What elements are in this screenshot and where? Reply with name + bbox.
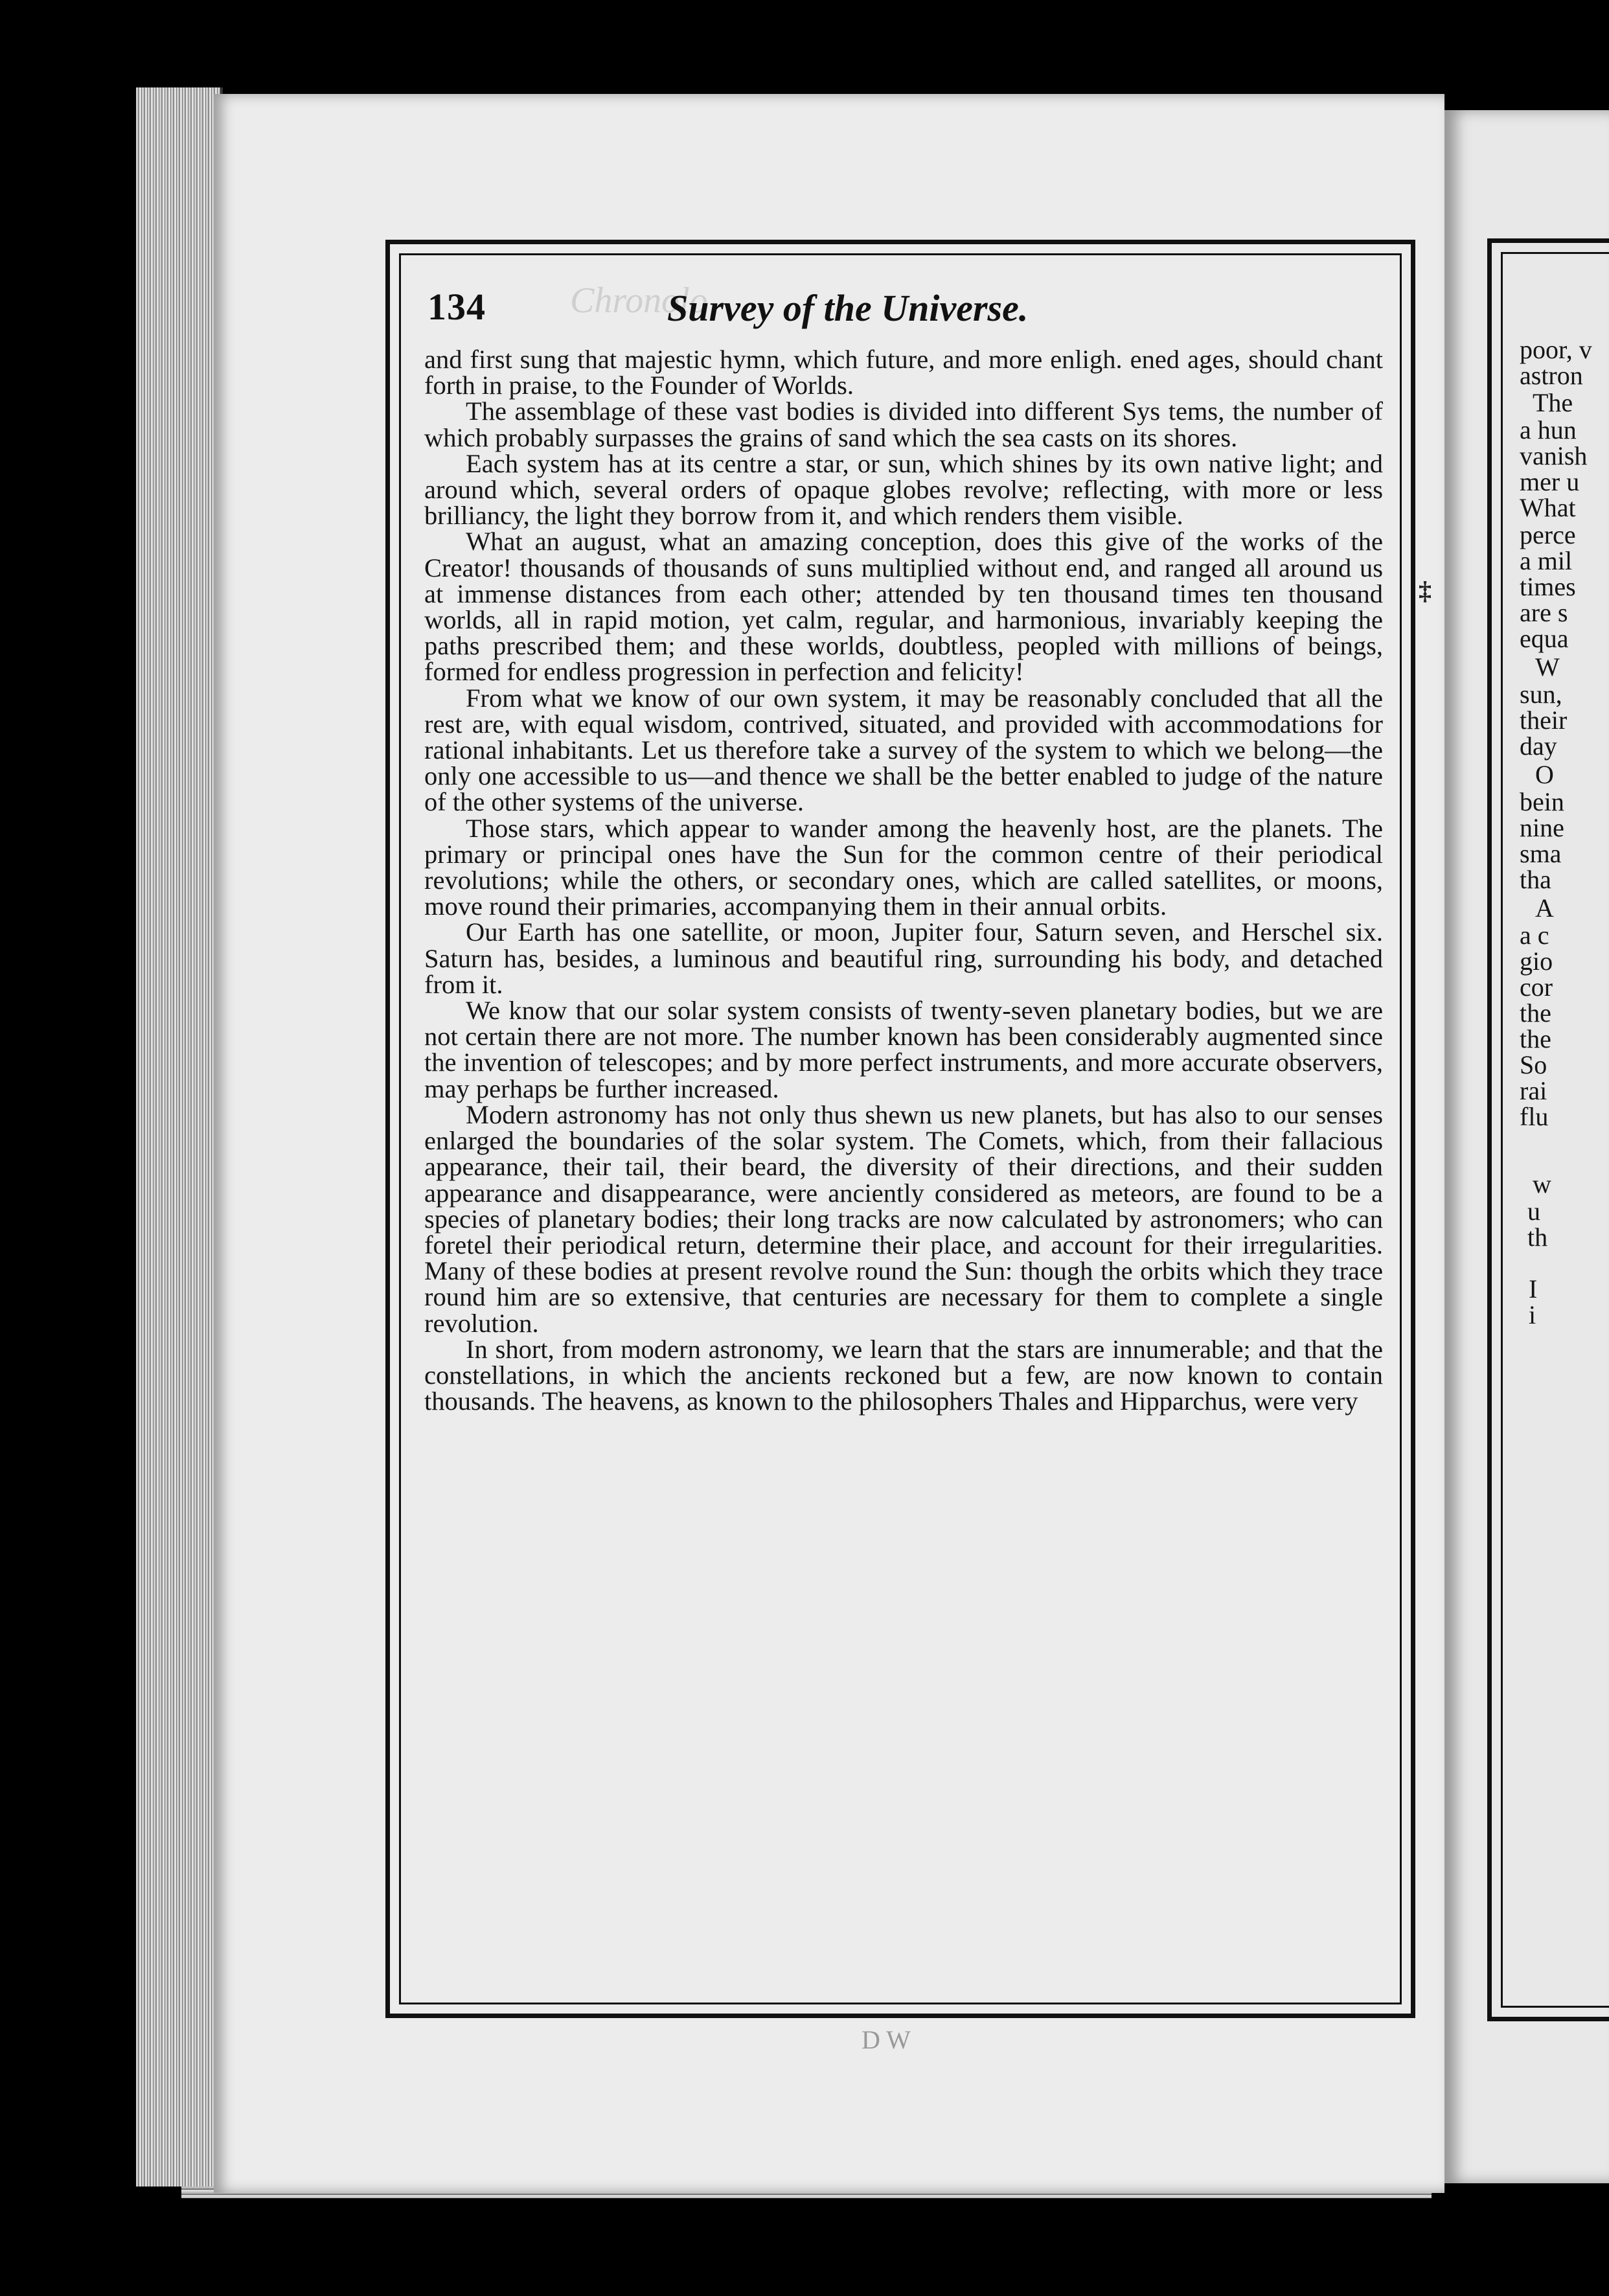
right-fragment: nine bbox=[1520, 813, 1564, 842]
right-fragment: poor, v bbox=[1520, 337, 1592, 364]
right-fragment: day bbox=[1520, 731, 1557, 761]
right-fragment: flu bbox=[1520, 1102, 1549, 1131]
right-fragment: the bbox=[1520, 998, 1551, 1027]
body-text bbox=[424, 347, 1383, 1414]
bottom-show-through: D W bbox=[862, 2025, 911, 2054]
right-fragment: th bbox=[1527, 1223, 1548, 1252]
right-fragment: O bbox=[1535, 760, 1554, 789]
right-fragment: a hun bbox=[1520, 415, 1577, 444]
right-fragment: w bbox=[1533, 1169, 1551, 1199]
right-fragment: What bbox=[1520, 493, 1576, 522]
right-fragment: astron bbox=[1520, 361, 1583, 390]
right-fragment: i bbox=[1529, 1300, 1536, 1329]
right-fragment: are s bbox=[1520, 598, 1568, 627]
paragraph: and first sung that majestic hymn, which future, and more enligh. ened ages, should chant forth in praise, to the Founder of Worlds. bbox=[424, 345, 1383, 400]
right-fragment: perce bbox=[1520, 520, 1576, 549]
paragraph: Modern astronomy has not only thus shewn us new planets, but has also to our senses enlarged the boundaries of the solar system. The Comets, which, from their fallacious appearance, their tail, their beard, the diversity of their directions, and their sudden appearance and disappearance, were anciently considered as meteors, are found to be a species of planetary bodies; their long tracks are now calculated by astronomers; who can foretel their periodical return, determine their place, and account for their irregularities. Many of these bodies at present revolve round the Sun: though the orbits which they trace round him are so extensive, that centuries are necessary for them to complete a single revolution. bbox=[424, 1099, 1383, 1338]
paragraph: Those stars, which appear to wander among the heavenly host, are the planets. The primary or principal ones have the Sun for the common centre of their periodical revolutions; while the others, or secondary ones, which are called satellites, or moons, move round their primaries, accompanying them in their annual orbits. bbox=[424, 813, 1383, 921]
right-fragment: times bbox=[1520, 572, 1576, 601]
paragraph: In short, from modern astronomy, we learn that the stars are innumerable; and that the constellations, in which the ancients reckoned but a few, are now known to contain thousands. The heavens, as known to the philosophers Thales and Hipparchus, were very bbox=[424, 1334, 1383, 1416]
right-fragment: vanish bbox=[1520, 441, 1588, 470]
page-edges-left bbox=[136, 87, 223, 2187]
right-fragment: cor bbox=[1520, 972, 1553, 1002]
right-page-text bbox=[1520, 337, 1609, 1995]
margin-mark: ‡ bbox=[1419, 576, 1432, 605]
right-fragment: sma bbox=[1520, 839, 1562, 868]
paragraph: We know that our solar system consists of twenty-seven planetary bodies, but we are not certain there are not more. The number known has been considerably augmented since the invention of telescopes; and by more perfect instruments, and more accurate observers, may perhaps be further increased. bbox=[424, 996, 1383, 1103]
right-fragment: u bbox=[1527, 1197, 1540, 1226]
right-fragment: I bbox=[1529, 1274, 1538, 1303]
right-fragment: So bbox=[1520, 1050, 1547, 1079]
right-fragment: a c bbox=[1520, 921, 1549, 950]
right-fragment: tha bbox=[1520, 865, 1551, 894]
right-fragment: A bbox=[1535, 893, 1554, 923]
right-fragment: mer u bbox=[1520, 467, 1580, 496]
show-through-text: Chronolo bbox=[570, 281, 708, 321]
right-fragment: W bbox=[1535, 652, 1560, 682]
running-title: Survey of the Universe. bbox=[667, 287, 1029, 329]
right-fragment: The bbox=[1533, 388, 1573, 417]
right-fragment: the bbox=[1520, 1024, 1551, 1053]
right-fragment: sun, bbox=[1520, 680, 1562, 709]
page-number: 134 bbox=[428, 286, 486, 328]
right-fragment: equa bbox=[1520, 624, 1569, 653]
right-fragment: bein bbox=[1520, 787, 1564, 816]
paragraph: The assemblage of these vast bodies is divided into different Sys tems, the number of which probably surpasses the grains of sand which the sea casts on its shores. bbox=[424, 396, 1383, 452]
page-header bbox=[428, 285, 1373, 337]
right-fragment: gio bbox=[1520, 947, 1553, 976]
paragraph: Each system has at its centre a star, or sun, which shines by its own native light; and around which, several orders of opaque globes revolve; reflecting, with more or less brilliancy, the light they borrow from it, and which renders them visible. bbox=[424, 448, 1383, 531]
right-fragment: rai bbox=[1520, 1076, 1547, 1105]
paragraph: From what we know of our own system, it may be reasonably concluded that all the rest are, with equal wisdom, contrived, situated, and provided with accommodations for rational inhabitants. Let us therefore take a survey of the system to which we belong—the only one accessible to us—and thence we shall be the better enabled to judge of the nature of the other systems of the universe. bbox=[424, 683, 1383, 817]
paragraph: Our Earth has one satellite, or moon, Jupiter four, Saturn seven, and Herschel six. Saturn has, besides, a luminous and beautiful ring, surrounding his body, and detached from it. bbox=[424, 917, 1383, 999]
right-fragment: their bbox=[1520, 706, 1568, 735]
paragraph: What an august, what an amazing conception, does this give of the works of the Creator! thousands of thousands of suns multiplied without end, and ranged all around us at immense distances from each other; attended by ten thousand times ten thousand worlds, all in rapid motion, yet calm, regular, and harmonious, invariably keeping the paths prescribed them; and these worlds, doubtless, peopled with millions of beings, formed for endless progression in perfection and felicity! bbox=[424, 527, 1383, 687]
right-fragment: a mil bbox=[1520, 546, 1573, 575]
